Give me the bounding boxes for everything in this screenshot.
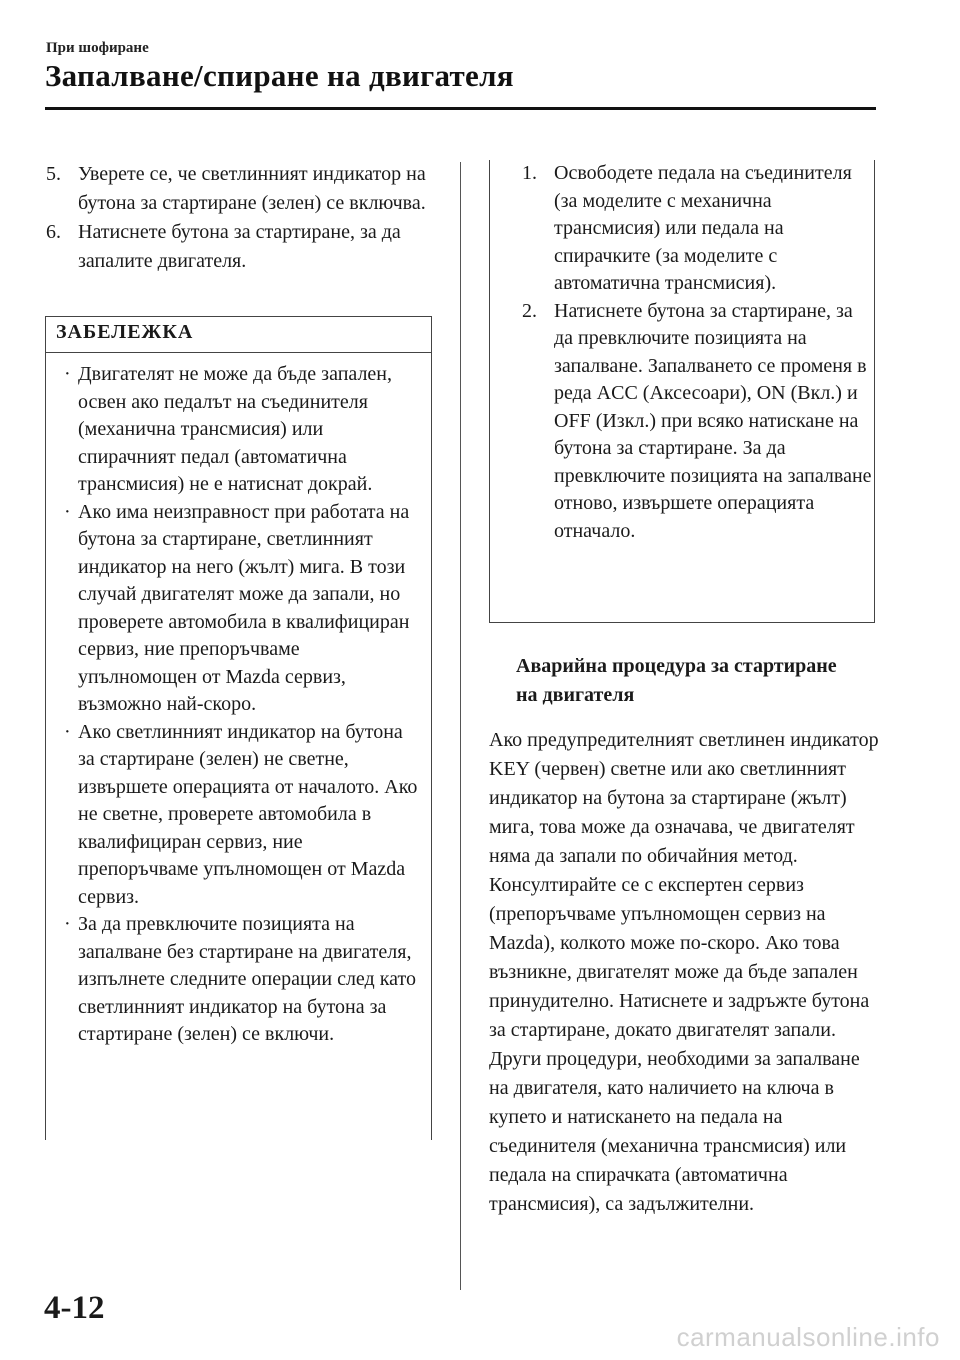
page-number: 4-12 bbox=[44, 1290, 105, 1326]
step-text: Уверете се, че светлинният индикатор на бутона за стартиране (зелен) се включва. bbox=[78, 163, 426, 214]
step-number: 5. bbox=[46, 163, 61, 185]
step-number: 6. bbox=[46, 221, 61, 243]
title-rule bbox=[45, 107, 876, 110]
operations-box bbox=[489, 160, 875, 623]
step-item bbox=[46, 160, 436, 218]
note-item bbox=[56, 499, 423, 719]
operation-text: Натиснете бутона за стартиране, за да превключите позицията на запалване. Запалването се променя в реда ACC (Аксесоари), ON (Вкл.) и OFF (Изкл.) при всяко натискане на бутона за стартиране. За да превключите позицията на запалване отново, извършете операцията отначало. bbox=[554, 299, 872, 542]
watermark: carmanualsonline.info bbox=[676, 1322, 940, 1352]
bullet-icon: · bbox=[64, 363, 71, 385]
page-title: Запалване/спиране на двигателя bbox=[45, 58, 514, 93]
bullet-icon: · bbox=[64, 500, 71, 523]
note-item bbox=[56, 361, 423, 499]
step-item bbox=[46, 218, 436, 276]
steps-list bbox=[46, 160, 436, 276]
operation-number: 1. bbox=[522, 162, 537, 184]
operation-number: 2. bbox=[522, 299, 537, 322]
emergency-heading: Аварийна процедура за стартиране на двигателя bbox=[516, 655, 837, 706]
note-item bbox=[56, 911, 423, 1049]
note-item-text: Ако има неизправност при работата на бутона за стартиране, светлинният индикатор на него (жълт) мига. В този случай двигателят може да запали, но проверете автомобила в квалифициран сервиз, ние препоръчваме упълномощен от Mazda сервиз, възможно най-скоро. bbox=[78, 500, 410, 715]
note-heading: ЗАБЕЛЕЖКА bbox=[46, 317, 431, 353]
note-item-text: За да превключите позицията на запалване без стартиране на двигателя, изпълнете следните операции след като светлинният индикатор на бутона за стартиране (зелен) се включи. bbox=[78, 913, 416, 1045]
note-item bbox=[56, 719, 423, 912]
note-item-text: Ако светлинният индикатор на бутона за стартиране (зелен) не светне, извършете операцията от началото. Ако не светне, проверете автомобила в квалифициран сервиз, ние препоръчваме упълномощен от Mazda сервиз. bbox=[78, 720, 418, 908]
bullet-icon: · bbox=[64, 913, 71, 935]
section-label: При шофиране bbox=[46, 40, 149, 56]
operations-list bbox=[490, 160, 874, 545]
emergency-paragraph: Ако предупредителният светлинен индикатор KEY (червен) светне или ако светлинният индикатор на бутона за стартиране (жълт) мига, това може да означава, че двигателят няма да запали по обичайния метод. Консултирайте се с експертен сервиз (препоръчваме упълномощен сервиз на Mazda), колкото може по-скоро. Ако това възникне, двигателят може да бъде запален принудително. Натиснете и задръжте бутона за стартиране, докато двигателят запали. Други процедури, необходими за запалване на двигателя, като наличието на ключа в купето и натискането на педала на съединителя (механична трансмисия) или педала на спирачката (автоматична трансмисия), са задължителни. bbox=[489, 729, 879, 1215]
operation-item bbox=[490, 298, 874, 546]
step-text: Натиснете бутона за стартиране, за да запалите двигателя. bbox=[78, 221, 401, 272]
note-box bbox=[45, 316, 432, 1140]
note-item-text: Двигателят не може да бъде запален, освен ако педалът на съединителя (механична трансмисия) или спирачният педал (автоматична трансмисия) не е натиснат докрай. bbox=[78, 363, 393, 495]
note-body bbox=[46, 353, 431, 1049]
bullet-icon: · bbox=[64, 720, 71, 743]
operation-item bbox=[490, 160, 874, 298]
column-divider bbox=[460, 162, 461, 1290]
operation-text: Освободете педала на съединителя (за моделите с механична трансмисия) или педала на спирачките (за моделите с автоматична трансмисия). bbox=[554, 162, 852, 294]
